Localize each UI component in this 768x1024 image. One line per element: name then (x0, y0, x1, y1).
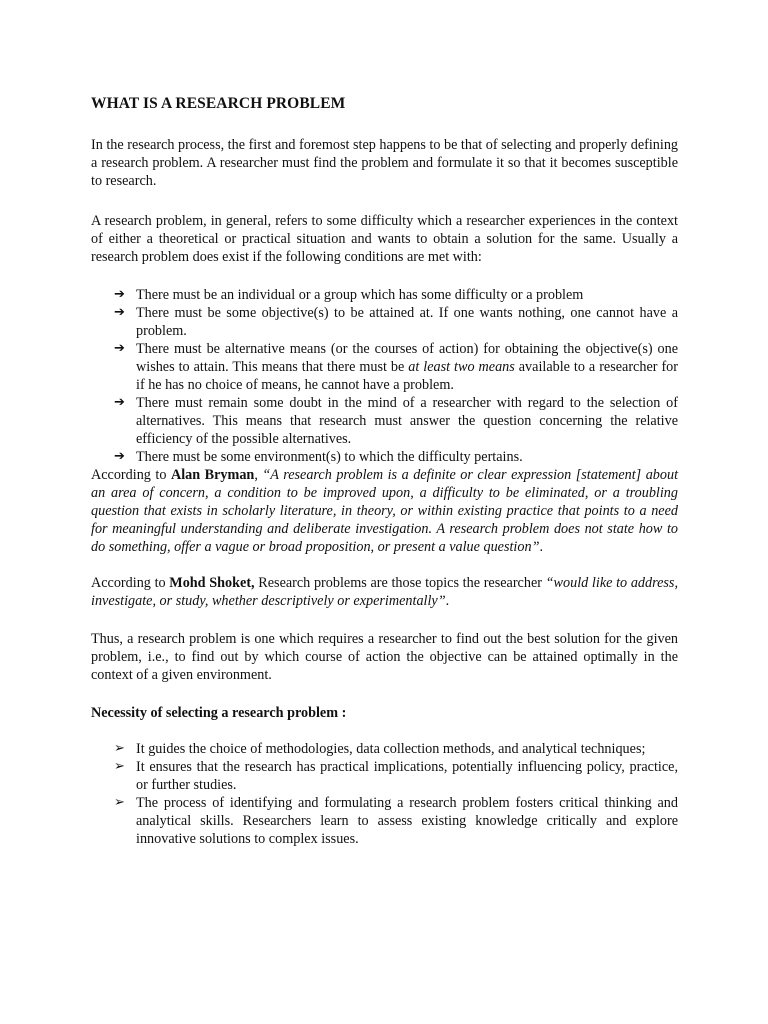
condition-text: There must remain some doubt in the mind of a researcher with regard to the selection of alternatives. This means that research must answer the question concerning the relative efficiency of the possible alternatives. (136, 395, 678, 447)
bryman-paragraph (91, 466, 678, 556)
list-item (91, 794, 678, 848)
page-title: WHAT IS A RESEARCH PROBLEM (91, 95, 346, 112)
shoket-lead: According to (91, 575, 170, 591)
conditions-list (91, 286, 678, 466)
bryman-name: Alan Bryman (170, 467, 255, 483)
condition-text: There must be some environment(s) to which the difficulty pertains. (136, 449, 523, 465)
conclusion-paragraph: Thus, a research problem is one which requires a researcher to find out the best solution for the given problem, i.e., to find out by which course of action the objective can be attained optimally in the context of a given environment. (91, 631, 678, 683)
shoket-name: Mohd Shoket, (169, 575, 255, 591)
arrowhead-bullet-icon: ➢ (114, 741, 125, 756)
condition-text: There must be some objective(s) to be attained at. If one wants nothing, one cannot have a problem. (136, 305, 678, 339)
arrow-bullet-icon: ➔ (114, 449, 125, 464)
condition-text: available to a researcher for if he has no choice of means, he cannot have a problem. (136, 359, 678, 393)
necessity-list (91, 740, 678, 848)
arrowhead-bullet-icon: ➢ (114, 795, 125, 810)
list-item (91, 340, 678, 394)
bryman-quote: “A research problem is a definite or clear expression [statement] about an area of concern, a condition to be improved upon, a difficulty to be eliminated, or a troubling question that exists in scholarly literature, in theory, or within existing practice that points to a need for meaningful understanding and deliberate investigation. A research problem does not state how to do something, offer a vague or broad proposition, or present a value question” (91, 467, 679, 555)
list-item (91, 286, 678, 304)
document-page (91, 95, 678, 848)
list-item (91, 304, 678, 340)
arrow-bullet-icon: ➔ (114, 287, 125, 302)
necessity-text: It ensures that the research has practical implications, potentially influencing policy, practice, or further studies. (136, 759, 678, 793)
arrow-bullet-icon: ➔ (114, 395, 125, 410)
arrowhead-bullet-icon: ➢ (114, 759, 125, 774)
list-item (91, 758, 678, 794)
arrow-bullet-icon: ➔ (114, 341, 125, 356)
arrow-bullet-icon: ➔ (114, 305, 125, 320)
definition-paragraph: A research problem, in general, refers to some difficulty which a researcher experiences in the context of either a theoretical or practical situation and wants to obtain a solution for the same. Usually a research problem does exist if the following conditions are met with: (91, 213, 678, 265)
bryman-lead: According to (91, 467, 171, 483)
shoket-end: . (445, 593, 450, 609)
bryman-end: . (539, 539, 544, 555)
bryman-sep: , (254, 467, 263, 483)
condition-text: There must be an individual or a group which has some difficulty or a problem (136, 287, 584, 303)
list-item (91, 448, 678, 466)
necessity-text: It guides the choice of methodologies, data collection methods, and analytical techniques; (136, 741, 646, 757)
condition-text: There must be alternative means (or the courses of action) for obtaining the objective(s) one wishes to attain. This means that there must be (136, 341, 678, 375)
condition-emphasis: at least two means (408, 359, 515, 375)
intro-paragraph: In the research process, the first and foremost step happens to be that of selecting and properly defining a research problem. A researcher must find the problem and formulate it so that it becomes susceptible to research. (91, 137, 679, 189)
necessity-text: The process of identifying and formulating a research problem fosters critical thinking and analytical skills. Researchers learn to assess existing knowledge critically and explore innovative solutions to complex issues. (136, 795, 678, 847)
shoket-paragraph (91, 574, 678, 610)
shoket-mid: Research problems are those topics the researcher (254, 575, 546, 591)
list-item (91, 394, 678, 448)
shoket-quote: “would like to address, investigate, or study, whether descriptively or experimentally” (91, 575, 678, 609)
necessity-heading: Necessity of selecting a research problem : (91, 705, 347, 721)
list-item (91, 740, 678, 758)
